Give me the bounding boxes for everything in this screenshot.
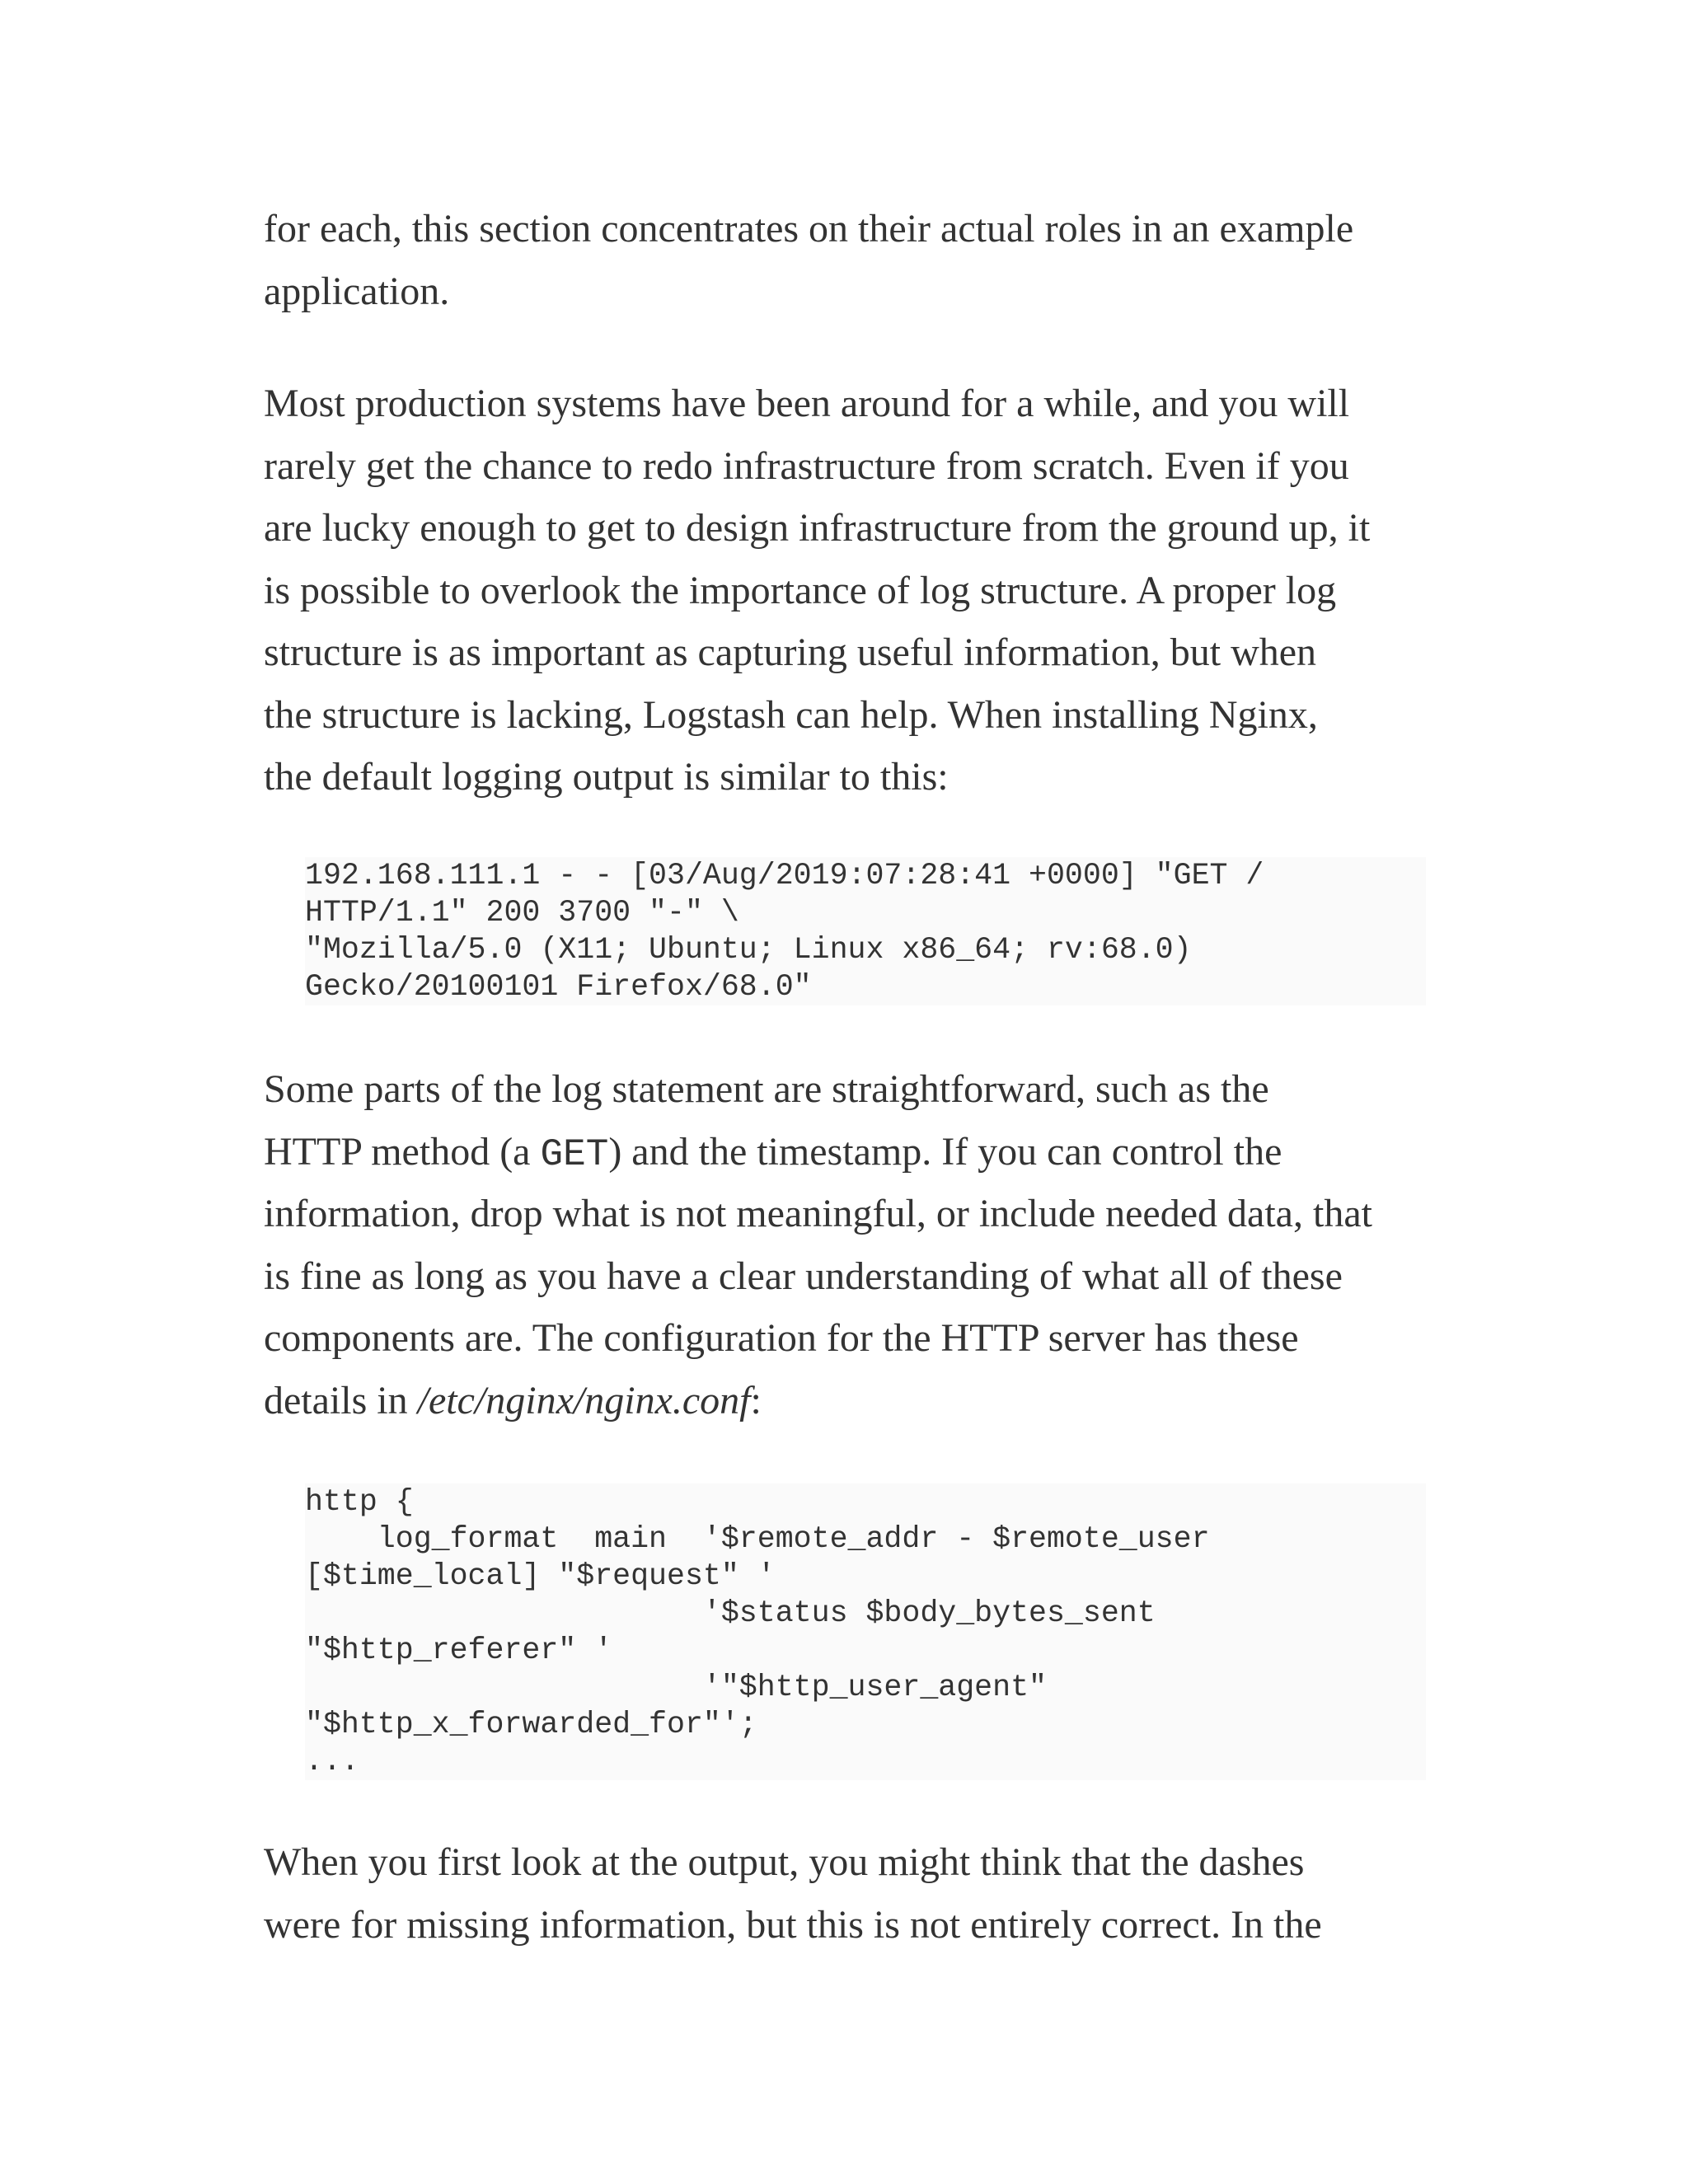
text-line: Some parts of the log statement are straightforward, such as the xyxy=(264,1067,1269,1111)
paragraph-dashes xyxy=(264,1831,1426,1956)
text-line: were for missing information, but this is not entirely correct. In the xyxy=(264,1902,1322,1947)
text-line: components are. The configuration for the HTTP server has these xyxy=(264,1316,1299,1360)
code-block-nginx-conf xyxy=(305,1483,1426,1780)
code-line: http { xyxy=(305,1485,414,1519)
text-line: Most production systems have been around for a while, and you will xyxy=(264,382,1350,425)
code-line: "Mozilla/5.0 (X11; Ubuntu; Linux x86_64; rv:68.0) xyxy=(305,933,1192,967)
text-line: information, drop what is not meaningful, or include needed data, that xyxy=(264,1192,1372,1235)
code-line: HTTP/1.1" 200 3700 "-" \ xyxy=(305,896,739,930)
text-fragment: HTTP method (a xyxy=(264,1129,541,1174)
text-line xyxy=(264,1121,1426,1183)
text-line: are lucky enough to get to design infrastructure from the ground up, it xyxy=(264,506,1371,550)
text-line: the default logging output is similar to this: xyxy=(264,755,949,799)
text-fragment: details in xyxy=(264,1378,418,1422)
paragraph-intro xyxy=(264,198,1426,322)
code-block-nginx-log xyxy=(305,857,1426,1005)
text-fragment: : xyxy=(750,1378,762,1422)
text-line: structure is as important as capturing useful information, but when xyxy=(264,630,1317,674)
text-fragment: ) and the timestamp. If you can control the xyxy=(608,1129,1282,1174)
code-line: ... xyxy=(305,1745,359,1779)
code-line: Gecko/20100101 Firefox/68.0" xyxy=(305,970,812,1004)
text-line: When you first look at the output, you might think that the dashes xyxy=(264,1840,1305,1884)
code-line: '$status $body_bytes_sent xyxy=(305,1596,1156,1630)
text-line: for each, this section concentrates on their actual roles in an example xyxy=(264,207,1354,251)
text-line: the structure is lacking, Logstash can help. When installing Nginx, xyxy=(264,692,1318,737)
text-line: is possible to overlook the importance of log structure. A proper log xyxy=(264,568,1337,612)
text-line: is fine as long as you have a clear understanding of what all of these xyxy=(264,1254,1343,1298)
code-line: [$time_local] "$request" ' xyxy=(305,1559,776,1593)
paragraph-log-statement xyxy=(264,1058,1426,1432)
code-line: '"$http_user_agent" xyxy=(305,1671,1047,1704)
code-line: "$http_x_forwarded_for"'; xyxy=(305,1708,757,1741)
text-line: rarely get the chance to redo infrastructure from scratch. Even if you xyxy=(264,443,1349,488)
code-line: "$http_referer" ' xyxy=(305,1633,613,1667)
text-line xyxy=(264,1370,1426,1432)
code-line: 192.168.111.1 - - [03/Aug/2019:07:28:41 +0000] "GET / xyxy=(305,859,1264,893)
inline-code: GET xyxy=(540,1132,609,1176)
code-line: log_format main '$remote_addr - $remote_user xyxy=(305,1522,1210,1556)
text-line: application. xyxy=(264,269,450,313)
file-path: /etc/nginx/nginx.conf xyxy=(417,1378,751,1422)
paragraph-production-systems xyxy=(264,373,1426,808)
